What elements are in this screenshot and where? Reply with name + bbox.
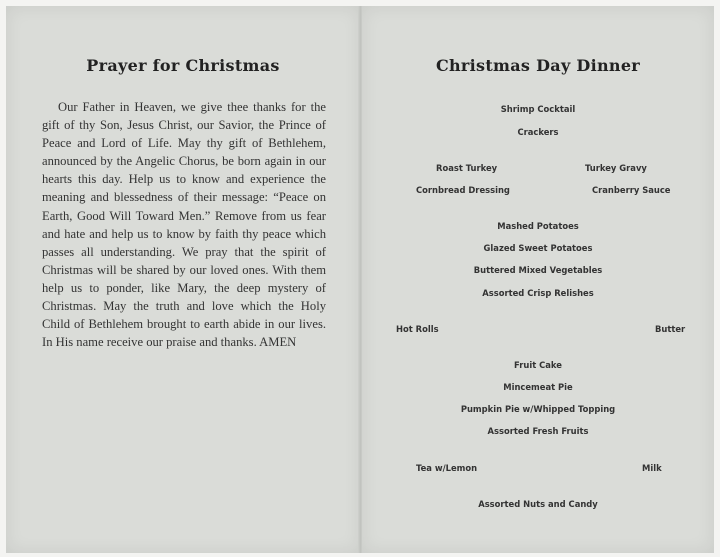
menu-item-assorted-nuts-and-candy: Assorted Nuts and Candy bbox=[478, 499, 598, 509]
menu-item-buttered-mixed-vegetables: Buttered Mixed Vegetables bbox=[473, 265, 603, 275]
prayer-text: Our Father in Heaven, we give thee thanks for the gift of thy Son, Jesus Christ, our Savior, the Prince of Peace and Lord of Life. May thy gift of Bethlehem, announced by the Angelic Chorus, be born again in our hearts this day. Help us to know and experience the meaning and blessedness of their message: “Peace on Earth, Good Will Toward Men.” Remove from us fear and hate and help us to know by faith thy peace which passes all understanding. We pray that the spirit of Christmas will be shared by our loved ones. With them help us to ponder, like Mary, the deep mystery of Christmas. May the truth and love which the Holy Child of Bethlehem brought to earth abide in our lives. In His name receive our praise and thanks. AMEN bbox=[42, 100, 326, 350]
menu-item-turkey-gravy: Turkey Gravy bbox=[585, 163, 647, 173]
menu-item-cornbread-dressing: Cornbread Dressing bbox=[416, 185, 510, 195]
menu-item-shrimp-cocktail: Shrimp Cocktail bbox=[500, 104, 576, 114]
menu-item-milk: Milk bbox=[642, 463, 662, 473]
menu-item-pumpkin-pie: Pumpkin Pie w/Whipped Topping bbox=[460, 404, 616, 414]
menu-item-tea-with-lemon: Tea w/Lemon bbox=[416, 463, 478, 473]
menu-item-glazed-sweet-potatoes: Glazed Sweet Potatoes bbox=[483, 243, 593, 253]
menu-item-mashed-potatoes: Mashed Potatoes bbox=[497, 221, 579, 231]
menu-item-butter: Butter bbox=[655, 324, 686, 334]
prayer-title: Prayer for Christmas bbox=[86, 56, 280, 75]
menu-item-assorted-fresh-fruits: Assorted Fresh Fruits bbox=[487, 426, 589, 436]
menu-item-assorted-crisp-relishes: Assorted Crisp Relishes bbox=[482, 288, 594, 298]
menu-item-cranberry-sauce: Cranberry Sauce bbox=[592, 185, 671, 195]
menu-item-fruit-cake: Fruit Cake bbox=[514, 360, 562, 370]
left-page bbox=[6, 6, 360, 553]
menu-item-hot-rolls: Hot Rolls bbox=[396, 324, 439, 334]
menu-title: Christmas Day Dinner bbox=[435, 56, 641, 75]
menu-item-roast-turkey: Roast Turkey bbox=[436, 163, 498, 173]
menu-item-mincemeat-pie: Mincemeat Pie bbox=[503, 382, 573, 392]
right-page bbox=[362, 6, 714, 553]
menu-item-crackers: Crackers bbox=[517, 127, 559, 137]
